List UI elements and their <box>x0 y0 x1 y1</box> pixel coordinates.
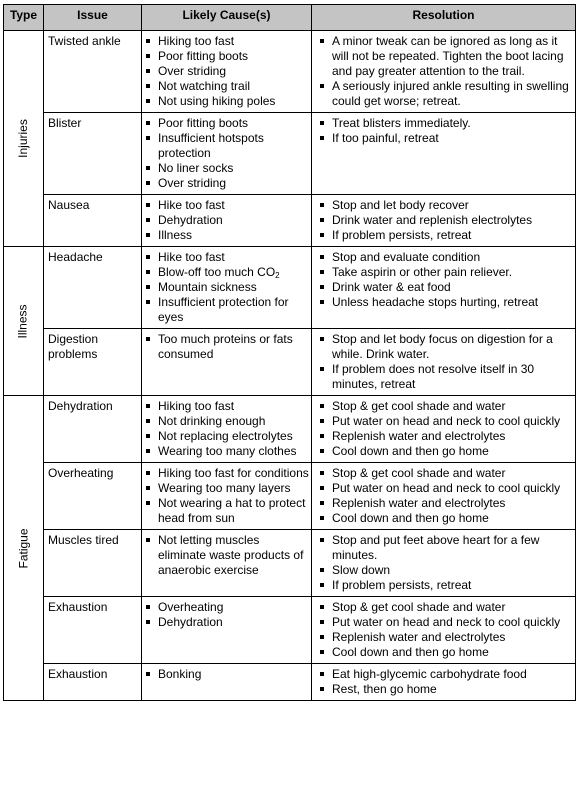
table-row <box>4 463 576 530</box>
issue-cell: Dehydration <box>44 396 142 463</box>
list-item: Wearing too many layers <box>146 481 309 496</box>
list-item: Put water on head and neck to cool quickly <box>320 414 573 429</box>
list-item: Stop & get cool shade and water <box>320 399 573 414</box>
cause-cell <box>142 463 312 530</box>
list-item: Dehydration <box>146 213 309 228</box>
issue-cell: Twisted ankle <box>44 31 142 113</box>
list-item: Poor fitting boots <box>146 49 309 64</box>
list-item: Over striding <box>146 64 309 79</box>
list-item: Poor fitting boots <box>146 116 309 131</box>
resolution-cell <box>312 396 576 463</box>
resolution-cell <box>312 329 576 396</box>
resolution-cell <box>312 113 576 195</box>
list-item: Too much proteins or fats consumed <box>146 332 309 362</box>
issue-cell: Exhaustion <box>44 664 142 701</box>
type-cell-injuries <box>4 31 44 247</box>
list-item: Bonking <box>146 667 309 682</box>
list-item: Insufficient protection for eyes <box>146 295 309 325</box>
list-item: Illness <box>146 228 309 243</box>
list-item: Put water on head and neck to cool quickly <box>320 481 573 496</box>
troubleshooting-table <box>3 4 576 701</box>
resolution-cell <box>312 463 576 530</box>
list-item: Slow down <box>320 563 573 578</box>
list-item: Not drinking enough <box>146 414 309 429</box>
list-item: Not using hiking poles <box>146 94 309 109</box>
list-item: If too painful, retreat <box>320 131 573 146</box>
type-label: Illness <box>15 303 30 339</box>
list-item: Hiking too fast for conditions <box>146 466 309 481</box>
list-item <box>146 265 309 280</box>
list-item: Hiking too fast <box>146 34 309 49</box>
list-item: Eat high-glycemic carbohydrate food <box>320 667 573 682</box>
issue-cell: Nausea <box>44 195 142 247</box>
type-label: Fatigue <box>16 527 31 569</box>
list-item: Overheating <box>146 600 309 615</box>
list-item: Hike too fast <box>146 198 309 213</box>
list-item: Stop & get cool shade and water <box>320 600 573 615</box>
table-row <box>4 31 576 113</box>
table-row <box>4 597 576 664</box>
list-item: Stop and evaluate condition <box>320 250 573 265</box>
list-item: Treat blisters immediately. <box>320 116 573 131</box>
resolution-cell <box>312 247 576 329</box>
type-cell-illness <box>4 247 44 396</box>
issue-cell: Overheating <box>44 463 142 530</box>
list-item: Stop & get cool shade and water <box>320 466 573 481</box>
resolution-cell <box>312 597 576 664</box>
table-row <box>4 195 576 247</box>
list-item: Hike too fast <box>146 250 309 265</box>
table-row <box>4 664 576 701</box>
list-item: Cool down and then go home <box>320 444 573 459</box>
list-item: Replenish water and electrolytes <box>320 429 573 444</box>
header-type: Type <box>4 5 44 31</box>
cause-cell <box>142 597 312 664</box>
list-item: Drink water & eat food <box>320 280 573 295</box>
cause-cell <box>142 329 312 396</box>
type-label: Injuries <box>16 119 30 158</box>
resolution-cell <box>312 195 576 247</box>
list-item: Stop and let body recover <box>320 198 573 213</box>
cause-cell <box>142 195 312 247</box>
list-item: If problem does not resolve itself in 30 minutes, retreat <box>320 362 573 392</box>
table-row <box>4 247 576 329</box>
header-cause: Likely Cause(s) <box>142 5 312 31</box>
list-item: Mountain sickness <box>146 280 309 295</box>
list-item: Not letting muscles eliminate waste products of anaerobic exercise <box>146 533 309 578</box>
cause-cell <box>142 664 312 701</box>
list-item: Replenish water and electrolytes <box>320 496 573 511</box>
list-item: If problem persists, retreat <box>320 228 573 243</box>
list-item: Replenish water and electrolytes <box>320 630 573 645</box>
header-resolution: Resolution <box>312 5 576 31</box>
list-item: If problem persists, retreat <box>320 578 573 593</box>
list-item: A minor tweak can be ignored as long as it will not be repeated. Tighten the boot lacing and pay greater attention to the trail. <box>320 34 573 79</box>
cause-cell <box>142 31 312 113</box>
table-row <box>4 113 576 195</box>
table-row <box>4 396 576 463</box>
list-item: Unless headache stops hurting, retreat <box>320 295 573 310</box>
table-row <box>4 329 576 396</box>
list-item: Insufficient hotspots protection <box>146 131 309 161</box>
cause-cell <box>142 396 312 463</box>
list-item: A seriously injured ankle resulting in swelling could get worse; retreat. <box>320 79 573 109</box>
list-item: Stop and let body focus on digestion for a while. Drink water. <box>320 332 573 362</box>
list-item: Over striding <box>146 176 309 191</box>
list-item: Put water on head and neck to cool quickly <box>320 615 573 630</box>
list-item: Cool down and then go home <box>320 645 573 660</box>
header-issue: Issue <box>44 5 142 31</box>
issue-cell: Muscles tired <box>44 530 142 597</box>
co2-subscript: 2 <box>275 271 280 280</box>
list-item: Not replacing electrolytes <box>146 429 309 444</box>
list-item: Drink water and replenish electrolytes <box>320 213 573 228</box>
resolution-cell <box>312 530 576 597</box>
table-row <box>4 530 576 597</box>
co2-text: Blow-off too much CO <box>158 265 276 279</box>
issue-cell: Headache <box>44 247 142 329</box>
list-item: Take aspirin or other pain reliever. <box>320 265 573 280</box>
list-item: Dehydration <box>146 615 309 630</box>
cause-cell <box>142 247 312 329</box>
list-item: No liner socks <box>146 161 309 176</box>
list-item: Stop and put feet above heart for a few minutes. <box>320 533 573 563</box>
type-cell-fatigue <box>4 396 44 701</box>
resolution-cell <box>312 31 576 113</box>
list-item: Rest, then go home <box>320 682 573 697</box>
issue-cell: Exhaustion <box>44 597 142 664</box>
list-item: Hiking too fast <box>146 399 309 414</box>
list-item: Not wearing a hat to protect head from sun <box>146 496 309 526</box>
issue-cell: Blister <box>44 113 142 195</box>
list-item: Wearing too many clothes <box>146 444 309 459</box>
list-item: Not watching trail <box>146 79 309 94</box>
cause-cell <box>142 113 312 195</box>
issue-cell: Digestion problems <box>44 329 142 396</box>
resolution-cell <box>312 664 576 701</box>
cause-cell <box>142 530 312 597</box>
list-item: Cool down and then go home <box>320 511 573 526</box>
header-row <box>4 5 576 31</box>
